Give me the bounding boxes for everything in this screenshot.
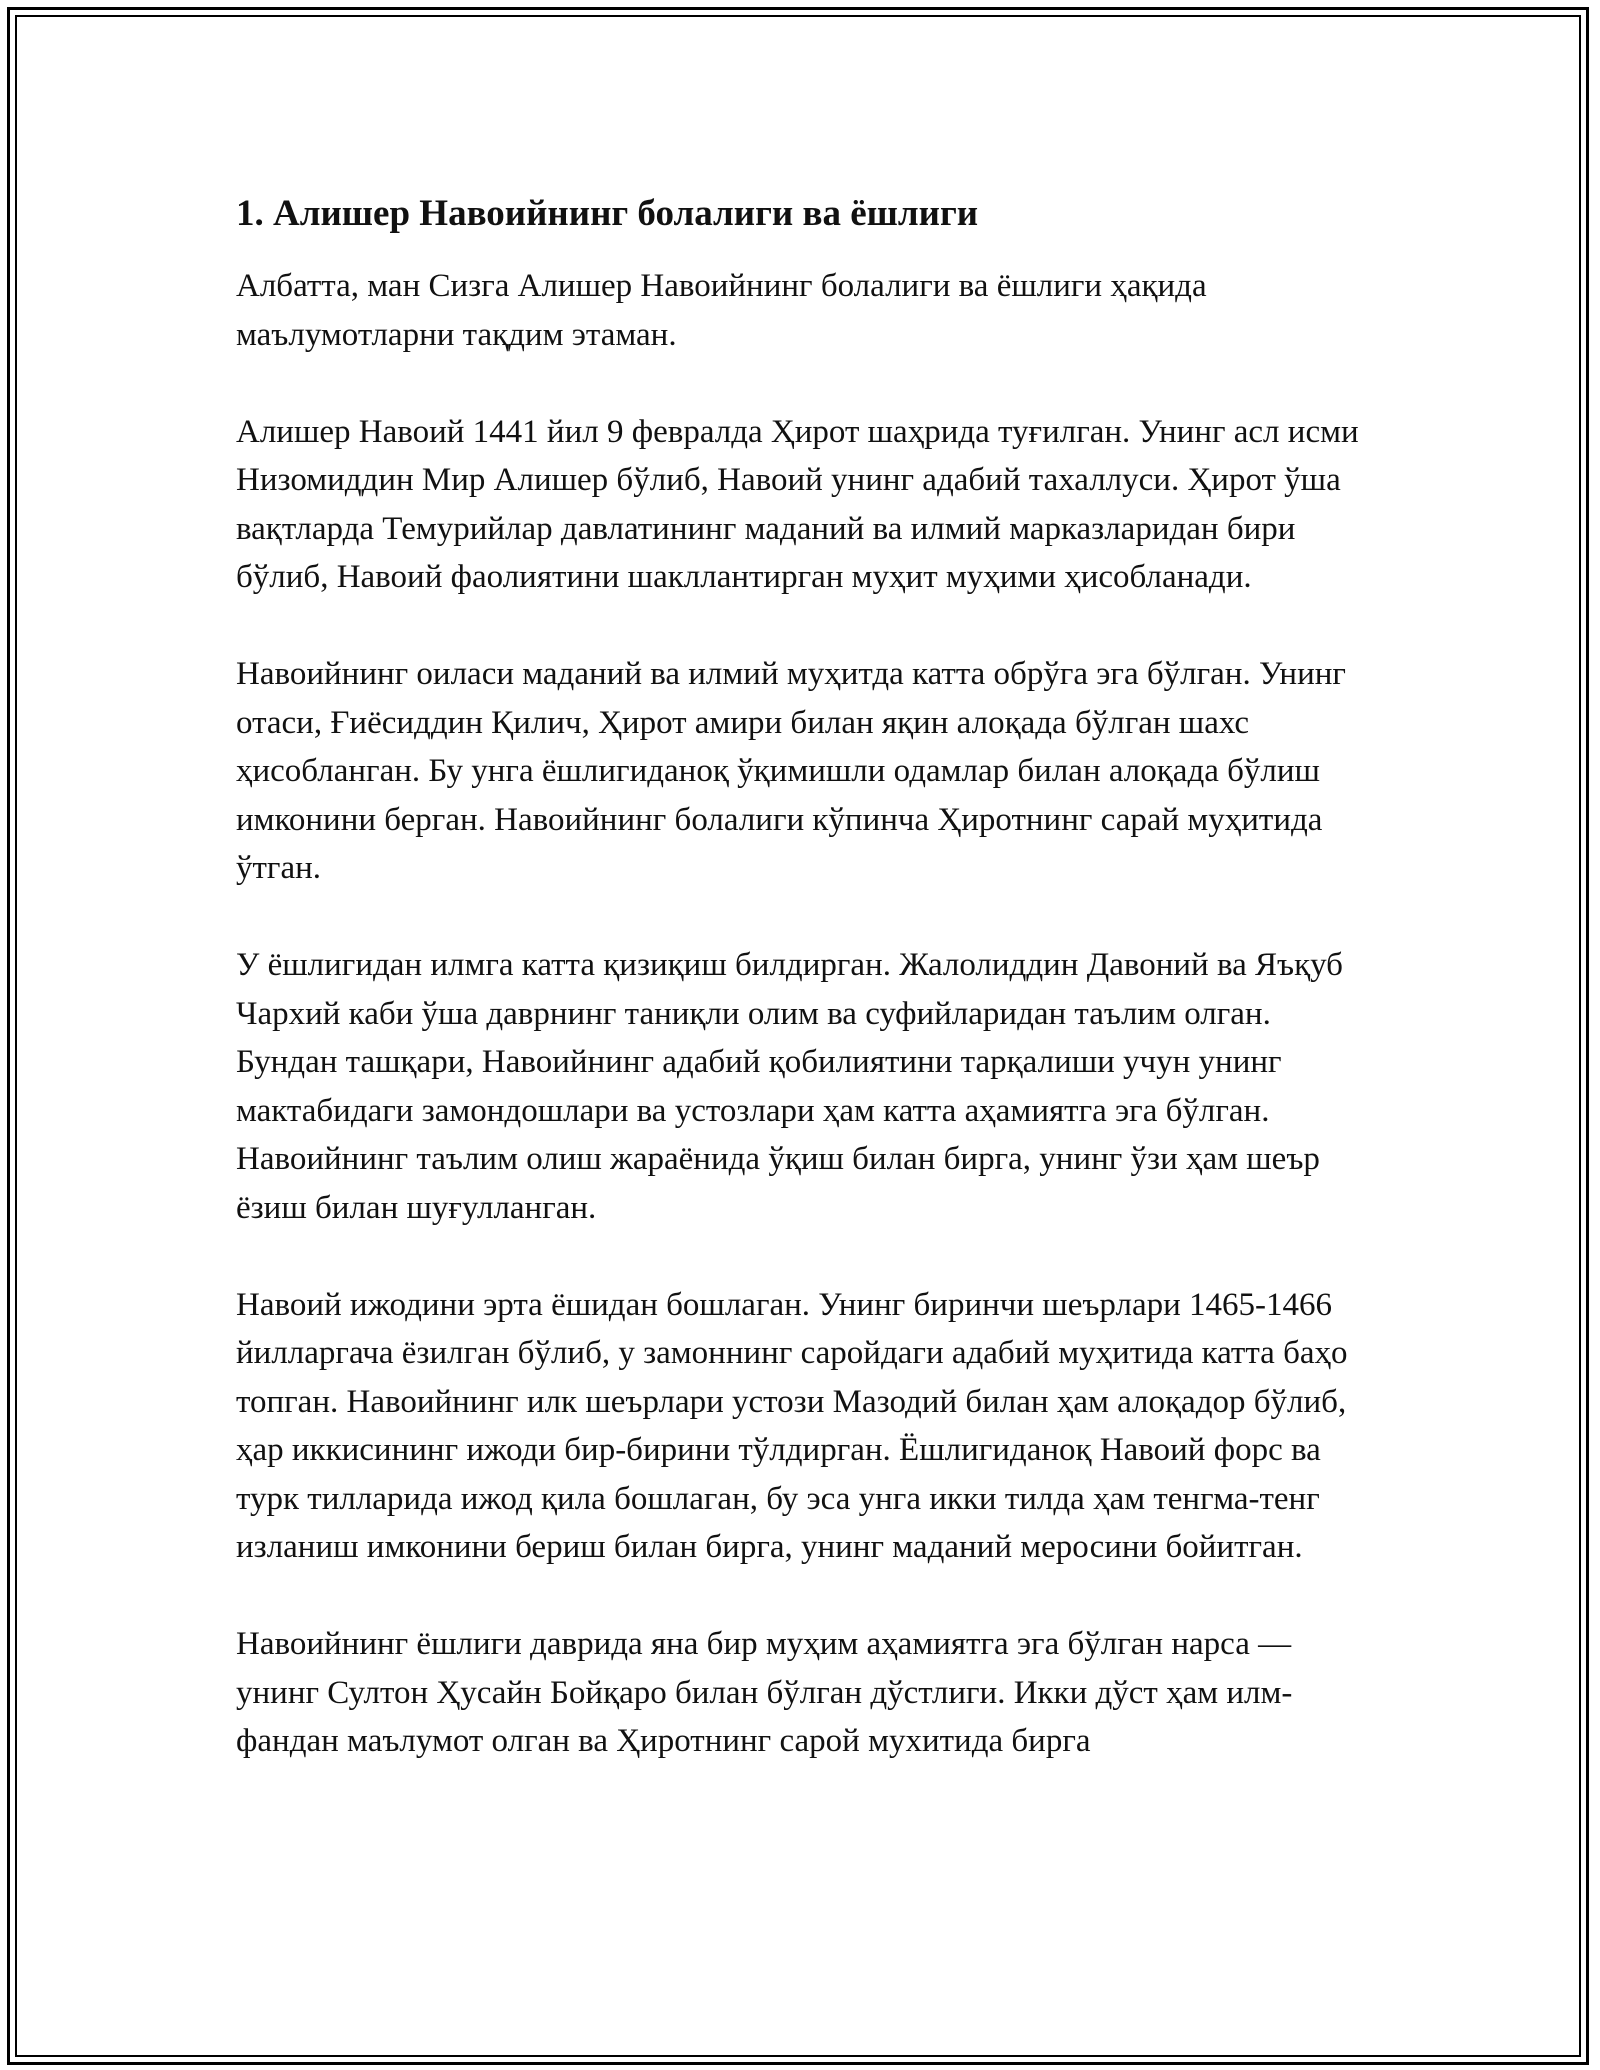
section-heading: 1. Алишер Навоийнинг болалиги ва ёшлиги: [236, 193, 979, 234]
friendship-paragraph: Навоийнинг ёшлиги даврида яна бир муҳим аҳамиятга эга бўлган нарса — унинг Султон Ҳусайн Бойқаро билан бўлган дўстлиги. Икки дўст ҳам илм-фандан маълумот олган ва Ҳиротнинг сарой мухитида бирга: [236, 1626, 1293, 1759]
document-body: [236, 190, 1366, 1814]
family-paragraph: Навоийнинг оиласи маданий ва илмий муҳитда катта обрўга эга бўлган. Унинг отаси, Ғиёсиддин Қилич, Ҳирот амири билан яқин алоқада бўлган шахс ҳисобланган. Бу унга ёшлигиданоқ ўқимишли одамлар билан алоқада бўлиш имконини берган. Навоийнинг болалиги кўпинча Ҳиротнинг сарай муҳитида ўтган.: [236, 656, 1346, 886]
birth-paragraph: Алишер Навоий 1441 йил 9 февралда Ҳирот шаҳрида туғилган. Унинг асл исми Низомиддин Мир Алишер бўлиб, Навоий унинг адабий тахаллуси. Ҳирот ўша вақтларда Темурийлар давлатининг маданий ва илмий марказларидан бири бўлиб, Навоий фаолиятини шакллантирган муҳит муҳими ҳисобланади.: [236, 413, 1359, 595]
early-works-paragraph: Навоий ижодини эрта ёшидан бошлаган. Унинг биринчи шеърлари 1465-1466 йилларгача ёзилган бўлиб, у замоннинг саройдаги адабий муҳитида катта баҳо топган. Навоийнинг илк шеърлари устози Мазодий билан ҳам алоқадор бўлиб, ҳар иккисининг ижоди бир-бирини тўлдирган. Ёшлигиданоқ Навоий форс ва турк тилларида ижод қила бошлаган, бу эса унга икки тилда ҳам тенгма-тенг изланиш имконини бериш билан бирга, унинг маданий меросини бойитган.: [236, 1286, 1348, 1565]
education-paragraph: У ёшлигидан илмга катта қизиқиш билдирган. Жалолиддин Давоний ва Яъқуб Чархий каби ўша даврнинг таниқли олим ва суфийларидан таълим олган. Бундан ташқари, Навоийнинг адабий қобилиятини тарқалиши учун унинг мактабидаги замондошлари ва устозлари ҳам катта аҳамиятга эга бўлган. Навоийнинг таълим олиш жараёнида ўқиш билан бирга, унинг ўзи ҳам шеър ёзиш билан шуғулланган.: [236, 947, 1343, 1226]
intro-paragraph: Албатта, ман Сизга Алишер Навоийнинг болалиги ва ёшлиги ҳақида маълумотларни тақдим этаман.: [236, 268, 1207, 353]
